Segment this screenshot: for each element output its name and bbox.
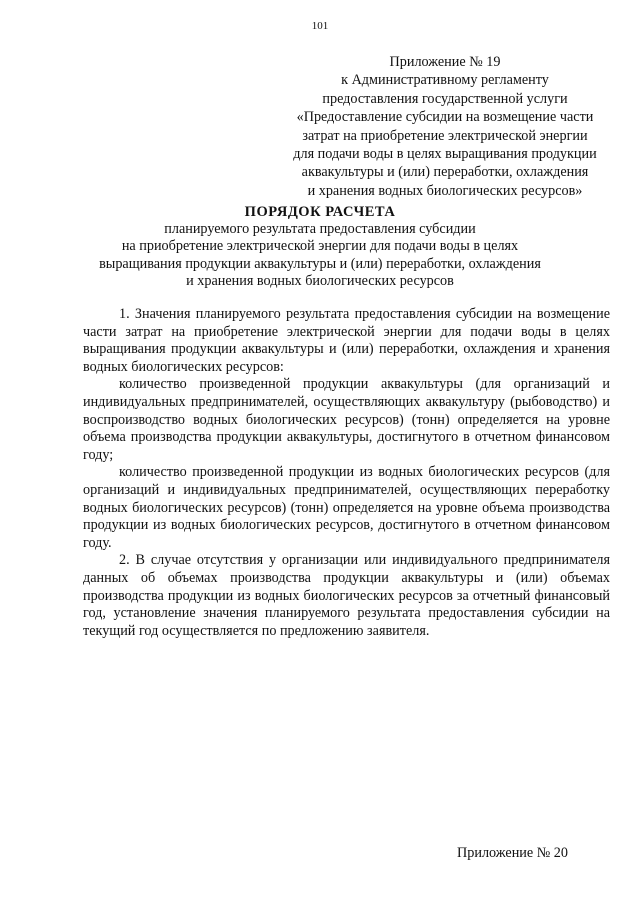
appendix-header-line: к Административному регламенту xyxy=(341,72,549,89)
paragraph-aquaculture: количество произведенной продукции аквакультуры (для организаций и индивидуальных предпринимателей, осуществляющих аквакультуру (рыбоводство) и воспроизводство водных биологических ресурсов) (тонн) определяется на уровне объема производства продукции аквакультуры, достигнутого в отчетном финансовом году; xyxy=(83,376,610,463)
appendix-header-line: затрат на приобретение электрической энергии xyxy=(302,127,588,144)
appendix-header-line: для подачи воды в целях выращивания продукции xyxy=(293,146,597,163)
document-subtitle xyxy=(40,221,600,291)
paragraph-absence-case: 2. В случае отсутствия у организации или индивидуального предпринимателя данных об объемах производства продукции аквакультуры и (или) объемах производства продукции из водных биологических ресурсов за отчетный финансовый год, установление значения планируемого результата предоставления субсидии на текущий год осуществляется по предложению заявителя. xyxy=(83,552,610,639)
paragraph-bioresources: количество произведенной продукции из водных биологических ресурсов (для организаций и индивидуальных предпринимателей, осуществляющих переработку водных биологических ресурсов) (тонн) определяется на уровне объема производства продукции из водных биологических ресурсов, достигнутого в отчетном финансовом году. xyxy=(83,464,610,551)
document-title: ПОРЯДОК РАСЧЕТА xyxy=(244,204,396,220)
appendix-header-line: Приложение № 19 xyxy=(389,54,501,70)
paragraph-values-intro: 1. Значения планируемого результата предоставления субсидии на возмещение части затрат на приобретение электрической энергии для подачи воды в целях выращивания продукции аквакультуры и (или) переработки, охлаждения и хранения водных биологических ресурсов: xyxy=(83,306,610,375)
subtitle-line: планируемого результата предоставления субсидии xyxy=(164,221,476,237)
subtitle-line: выращивания продукции аквакультуры и (или) переработки, охлаждения xyxy=(99,255,541,272)
appendix-header-line: и хранения водных биологических ресурсов» xyxy=(307,182,583,199)
next-appendix-heading: Приложение № 20 xyxy=(457,845,568,861)
subtitle-line: на приобретение электрической энергии для подачи воды в целях xyxy=(121,238,519,255)
appendix-header-line: «Предоставление субсидии на возмещение части xyxy=(296,109,594,126)
subtitle-line: и хранения водных биологических ресурсов xyxy=(186,273,454,290)
page-number: 101 xyxy=(311,20,329,32)
document-body xyxy=(83,306,610,640)
appendix-header-line: аквакультуры и (или) переработки, охлаждения xyxy=(301,164,589,181)
appendix-header xyxy=(280,53,610,200)
appendix-header-line: предоставления государственной услуги xyxy=(322,90,568,107)
